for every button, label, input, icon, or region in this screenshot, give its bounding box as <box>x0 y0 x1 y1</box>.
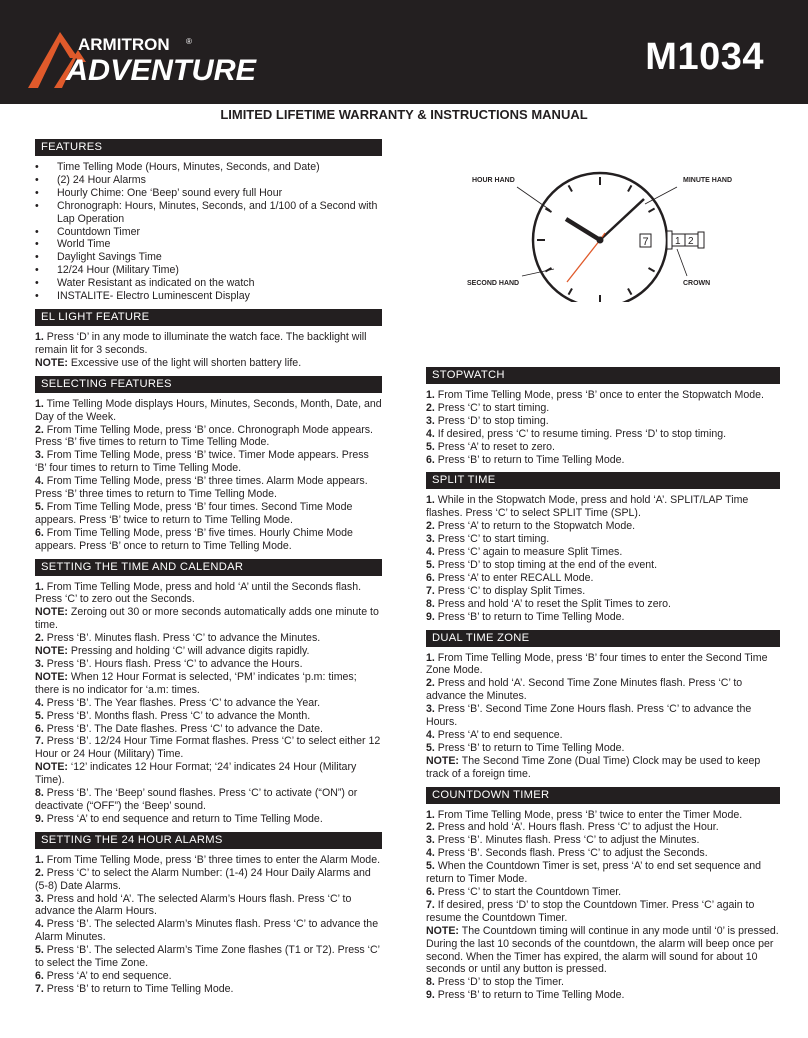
step-number: 6. <box>426 886 435 898</box>
step-number: 5. <box>35 709 44 722</box>
step-text: When 12 Hour Format is selected, ‘PM’ indicates ‘p.m: times; there is no indicator for ‘a.m: times. <box>35 670 357 696</box>
el-light-steps <box>35 331 382 370</box>
step-number: 5. <box>426 741 435 754</box>
step-line <box>35 723 382 736</box>
step-line <box>426 533 780 546</box>
step-text: Press ‘C’ again to measure Split Times. <box>434 546 623 559</box>
selecting-features-title: SELECTING FEATURES <box>35 376 382 393</box>
step-line <box>35 424 382 450</box>
step-line <box>35 331 382 357</box>
step-line <box>426 598 780 611</box>
note-line <box>35 761 382 787</box>
step-text: Press and hold ‘A’. The selected Alarm’s Hours flash. Press ‘C’ to advance the Alarm Hours. <box>35 892 352 918</box>
step-line <box>426 520 780 533</box>
second-hand <box>567 240 600 282</box>
stopwatch-section <box>426 367 780 466</box>
step-text: Press ‘A’ to end sequence. <box>43 969 172 982</box>
feature-item: • Chronograph: Hours, Minutes, Seconds, and 1/100 of a Second with Lap Operation <box>35 200 382 226</box>
step-number: 1. <box>426 808 435 821</box>
step-number: 3. <box>426 834 435 847</box>
crown-icon <box>667 231 704 249</box>
step-number: 7. <box>426 584 435 597</box>
step-line <box>35 697 382 710</box>
countdown-section <box>426 787 780 1003</box>
document-title: LIMITED LIFETIME WARRANTY & INSTRUCTIONS MANUAL <box>220 107 588 122</box>
el-light-section <box>35 309 382 370</box>
step-number: 3. <box>426 414 435 427</box>
step-number: 4. <box>35 475 44 488</box>
step-text: Pressing and holding ‘C’ will advance digits rapidly. <box>67 645 310 658</box>
step-number: 8. <box>35 787 44 800</box>
center-pin <box>597 237 604 244</box>
step-number: 6. <box>426 453 435 466</box>
step-text: While in the Stopwatch Mode, press and hold ‘A’. SPLIT/LAP Time flashes. Press ‘C’ to select SPLIT Time (SPL). <box>426 494 749 520</box>
step-text: From Time Telling Mode, press ‘B’ three times to enter the Alarm Mode. <box>43 853 381 866</box>
step-line <box>426 494 780 520</box>
step-text: Press ‘D’ to stop timing at the end of the event. <box>434 558 658 571</box>
step-number: 8. <box>426 976 435 989</box>
step-number: 9. <box>426 610 435 623</box>
note-line <box>35 606 382 632</box>
step-line <box>35 449 382 475</box>
step-text: Press ‘B’. Minutes flash. Press ‘C’ to advance the Minutes. <box>43 632 321 645</box>
step-text: Press ‘A’ to enter RECALL Mode. <box>434 571 594 584</box>
brand-top: ARMITRON <box>78 35 170 54</box>
note-label: NOTE: <box>35 670 68 683</box>
step-text: Press ‘A’ to reset to zero. <box>434 440 555 453</box>
step-line <box>35 867 382 893</box>
step-number: 2. <box>426 401 435 414</box>
step-number: 3. <box>426 533 435 546</box>
step-text: Zeroing out 30 or more seconds automatically adds one minute to time. <box>35 606 379 632</box>
step-text: Press ‘B’. Second Time Zone Hours flash. Press ‘C’ to advance the Hours. <box>426 703 752 729</box>
step-line <box>426 989 780 1002</box>
step-number: 1. <box>426 651 435 664</box>
step-text: From Time Telling Mode, press and hold ‘A’ until the Seconds flash. Press ‘C’ to zero out the Seconds. <box>35 580 362 606</box>
split-time-steps <box>426 494 780 623</box>
step-text: Press and hold ‘A’. Hours flash. Press ‘C’ to adjust the Hour. <box>434 821 719 834</box>
step-text: From Time Telling Mode, press ‘B’ once to enter the Stopwatch Mode. <box>434 389 764 401</box>
alarms-steps <box>35 854 382 996</box>
step-text: Press ‘B’. The selected Alarm’s Minutes flash. Press ‘C’ to advance the Alarm Minutes. <box>35 918 379 944</box>
step-text: Press ‘A’ to end sequence and return to Time Telling Mode. <box>43 812 323 825</box>
step-line <box>426 572 780 585</box>
step-line <box>35 527 382 553</box>
step-line <box>426 559 780 572</box>
step-line <box>426 677 780 703</box>
step-text: Press ‘D’ to stop timing. <box>434 414 549 427</box>
feature-item: • (2) 24 Hour Alarms <box>35 174 382 187</box>
step-text: Press ‘B’ to return to Time Telling Mode. <box>43 982 234 995</box>
step-line <box>426 585 780 598</box>
step-text: Press ‘B’. The selected Alarm’s Time Zone flashes (T1 or T2). Press ‘C’ to select the Time Zone. <box>35 944 380 970</box>
stopwatch-title: STOPWATCH <box>426 367 780 384</box>
step-text: From Time Telling Mode, press ‘B’ twice. Timer Mode appears. Press ‘B’ four times to return to Time Telling Mode. <box>35 449 369 475</box>
step-number: 6. <box>35 722 44 735</box>
step-text: Press ‘D’ to stop the Timer. <box>434 976 564 989</box>
step-number: 2. <box>35 423 44 436</box>
step-line <box>426 402 780 415</box>
step-number: 5. <box>35 500 44 513</box>
brand-bottom: ADVENTURE <box>64 54 257 87</box>
step-line <box>35 787 382 813</box>
step-number: 4. <box>35 696 44 709</box>
right-column <box>426 367 780 1008</box>
step-number: 9. <box>35 812 44 825</box>
note-label: NOTE: <box>426 924 459 937</box>
step-text: Press ‘B’. Minutes flash. Press ‘C’ to adjust the Minutes. <box>434 834 700 847</box>
step-text: Press ‘B’ to return to Time Telling Mode. <box>434 610 625 623</box>
step-number: 2. <box>426 821 435 834</box>
step-text: From Time Telling Mode, press ‘B’ five times. Hourly Chime Mode appears. Press ‘B’ once to return to Time Telling Mode. <box>35 526 353 552</box>
step-number: 4. <box>426 847 435 860</box>
step-text: Press ‘B’ to return to Time Telling Mode. <box>434 453 625 466</box>
step-line <box>426 834 780 847</box>
step-text: Press and hold ‘A’. Second Time Zone Minutes flash. Press ‘C’ to advance the Minutes. <box>426 677 743 703</box>
selecting-features-steps <box>35 398 382 553</box>
step-text: Press ‘A’ to end sequence. <box>434 728 563 741</box>
step-text: Press ‘D’ in any mode to illuminate the watch face. The backlight will remain lit for 3 seconds. <box>35 330 367 356</box>
step-number: 3. <box>35 892 44 905</box>
step-number: 6. <box>426 571 435 584</box>
step-text: Press ‘B’. Seconds flash. Press ‘C’ to adjust the Seconds. <box>434 847 708 860</box>
watch-diagram <box>462 152 762 302</box>
crown-position-1: 1 <box>675 236 681 247</box>
step-number: 2. <box>35 632 44 645</box>
step-number: 6. <box>35 969 44 982</box>
step-line <box>426 652 780 678</box>
step-line <box>35 944 382 970</box>
note-line <box>35 671 382 697</box>
step-text: Press ‘B’. The Date flashes. Press ‘C’ to advance the Date. <box>43 722 323 735</box>
setting-time-section <box>35 559 382 826</box>
minute-hand-label: MINUTE HAND <box>683 177 732 184</box>
armitron-adventure-logo <box>20 18 270 98</box>
feature-item: • INSTALITE- Electro Luminescent Display <box>35 290 382 303</box>
features-title: FEATURES <box>35 139 382 156</box>
date-value: 7 <box>642 236 649 248</box>
feature-item: • Countdown Timer <box>35 226 382 239</box>
step-text: Press ‘B’. The ‘Beep’ sound flashes. Press ‘C’ to activate (“ON”) or deactivate (“OFF”) the ‘Beep’ sound. <box>35 787 358 812</box>
split-time-title: SPLIT TIME <box>426 472 780 489</box>
note-line <box>426 925 780 977</box>
step-line <box>426 976 780 989</box>
step-number: 5. <box>426 860 435 873</box>
model-number: M1034 <box>645 36 764 78</box>
countdown-steps <box>426 809 780 1003</box>
features-list <box>35 161 382 303</box>
step-text: When the Countdown Timer is set, press ‘A’ to end set sequence and return to Timer Mode. <box>426 860 762 886</box>
step-number: 3. <box>35 449 44 462</box>
feature-item: • Hourly Chime: One ‘Beep’ sound every full Hour <box>35 187 382 200</box>
step-line <box>426 821 780 834</box>
note-line <box>35 357 382 370</box>
step-text: From Time Telling Mode, press ‘B’ four times to enter the Second Time Zone Mode. <box>426 651 768 677</box>
step-line <box>35 970 382 983</box>
hour-hand <box>566 219 600 240</box>
crown-position-2: 2 <box>688 236 694 247</box>
step-text: Press ‘B’ to return to Time Telling Mode. <box>434 989 625 1002</box>
feature-item: • World Time <box>35 238 382 251</box>
setting-time-title: SETTING THE TIME AND CALENDAR <box>35 559 382 576</box>
selecting-features-section <box>35 376 382 553</box>
step-line <box>426 847 780 860</box>
step-line <box>426 886 780 899</box>
step-number: 4. <box>426 427 435 440</box>
step-text: Press ‘B’ to return to Time Telling Mode. <box>434 741 625 754</box>
crown-label: CROWN <box>683 280 711 287</box>
step-number: 4. <box>35 918 44 931</box>
step-text: From Time Telling Mode, press ‘B’ three times. Alarm Mode appears. Press ‘B’ three times to return to Time Telling Mode. <box>35 475 368 501</box>
step-number: 5. <box>426 558 435 571</box>
step-line <box>35 632 382 645</box>
step-line <box>426 454 780 467</box>
left-column <box>35 139 382 1002</box>
step-line <box>426 899 780 925</box>
countdown-title: COUNTDOWN TIMER <box>426 787 780 804</box>
hour-hand-label: HOUR HAND <box>472 177 515 184</box>
step-number: 2. <box>426 677 435 690</box>
step-line <box>35 658 382 671</box>
step-number: 9. <box>426 989 435 1002</box>
step-text: Press ‘C’ to display Split Times. <box>434 584 586 597</box>
step-line <box>426 389 780 402</box>
step-number: 5. <box>35 944 44 957</box>
step-number: 5. <box>426 440 435 453</box>
features-section <box>35 139 382 303</box>
step-text: If desired, press ‘D’ to stop the Countdown Timer. Press ‘C’ again to resume the Countdown Timer. <box>426 898 755 924</box>
note-line <box>35 645 382 658</box>
step-line <box>426 703 780 729</box>
step-text: Press ‘C’ to start timing. <box>434 533 550 546</box>
step-number: 7. <box>35 735 44 748</box>
step-number: 1. <box>426 389 435 401</box>
note-label: NOTE: <box>35 645 68 658</box>
step-line <box>426 729 780 742</box>
step-text: From Time Telling Mode, press ‘B’ twice to enter the Timer Mode. <box>434 808 743 821</box>
step-line <box>426 611 780 624</box>
step-number: 1. <box>35 580 44 593</box>
el-light-title: EL LIGHT FEATURE <box>35 309 382 326</box>
step-line <box>35 475 382 501</box>
step-number: 6. <box>35 526 44 539</box>
step-text: Time Telling Mode displays Hours, Minutes, Seconds, Month, Date, and Day of the Week. <box>35 397 382 423</box>
step-number: 1. <box>35 853 44 866</box>
note-label: NOTE: <box>426 754 459 767</box>
second-hand-label: SECOND HAND <box>467 280 520 287</box>
note-label: NOTE: <box>35 356 68 369</box>
stopwatch-steps <box>426 389 780 466</box>
dual-time-steps <box>426 652 780 781</box>
step-line <box>35 854 382 867</box>
step-text: The Countdown timing will continue in any mode until ‘0’ is pressed. During the last 10 seconds of the countdown, the alarm will beep once per second. When the Timer has expired, the alarm will sound for about 10 seconds or until any button is pressed. <box>426 924 779 976</box>
step-number: 3. <box>426 703 435 716</box>
step-line <box>426 441 780 454</box>
step-number: 2. <box>426 520 435 533</box>
step-text: From Time Telling Mode, press ‘B’ four times. Second Time Mode appears. Press ‘B’ twice to return to Time Telling Mode. <box>35 500 353 526</box>
step-line <box>426 428 780 441</box>
step-number: 7. <box>35 982 44 995</box>
header-bar <box>0 0 808 104</box>
step-text: ‘12’ indicates 12 Hour Format; ‘24’ indicates 24 Hour (Military Time). <box>35 761 357 787</box>
step-text: Press ‘B’. The Year flashes. Press ‘C’ to advance the Year. <box>43 696 321 709</box>
step-line <box>35 983 382 996</box>
split-time-section <box>426 472 780 623</box>
step-line <box>35 710 382 723</box>
step-text: From Time Telling Mode, press ‘B’ once. Chronograph Mode appears. Press ‘B’ five times to return to Time Telling Mode. <box>35 423 373 449</box>
feature-item: • 12/24 Hour (Military Time) <box>35 264 382 277</box>
step-line <box>35 918 382 944</box>
step-number: 4. <box>426 728 435 741</box>
step-line <box>35 581 382 607</box>
step-number: 7. <box>426 898 435 911</box>
step-text: Press ‘C’ to select the Alarm Number: (1-4) 24 Hour Daily Alarms and (5-8) Date Alarms. <box>35 866 371 892</box>
step-text: Press ‘B’. Months flash. Press ‘C’ to advance the Month. <box>43 709 311 722</box>
step-number: 8. <box>426 597 435 610</box>
step-line <box>426 546 780 559</box>
step-text: Press ‘B’. 12/24 Hour Time Format flashes. Press ‘C’ to select either 12 Hour or 24 Hour (Military) Time. <box>35 735 381 761</box>
step-number: 1. <box>35 330 44 343</box>
step-line <box>426 415 780 428</box>
step-text: The Second Time Zone (Dual Time) Clock may be used to keep track of a foreign time. <box>426 754 761 780</box>
step-number: 1. <box>426 494 435 507</box>
brand-registered: ® <box>186 37 192 46</box>
alarms-title: SETTING THE 24 HOUR ALARMS <box>35 832 382 849</box>
step-text: Excessive use of the light will shorten battery life. <box>67 356 302 369</box>
step-line <box>426 860 780 886</box>
step-number: 2. <box>35 866 44 879</box>
step-line <box>426 809 780 822</box>
note-line <box>426 755 780 781</box>
step-text: If desired, press ‘C’ to resume timing. Press ‘D’ to stop timing. <box>434 427 727 440</box>
feature-item: • Daylight Savings Time <box>35 251 382 264</box>
step-line <box>35 813 382 826</box>
dual-time-section <box>426 630 780 781</box>
step-line <box>35 398 382 424</box>
step-line <box>35 893 382 919</box>
dual-time-title: DUAL TIME ZONE <box>426 630 780 647</box>
step-line <box>426 742 780 755</box>
step-line <box>35 501 382 527</box>
step-text: Press ‘C’ to start timing. <box>434 401 550 414</box>
feature-item: • Water Resistant as indicated on the watch <box>35 277 382 290</box>
step-line <box>35 735 382 761</box>
feature-item: • Time Telling Mode (Hours, Minutes, Seconds, and Date) <box>35 161 382 174</box>
note-label: NOTE: <box>35 761 68 774</box>
minute-hand <box>600 199 644 240</box>
step-number: 1. <box>35 397 44 410</box>
note-label: NOTE: <box>35 606 68 619</box>
step-number: 4. <box>426 546 435 559</box>
step-text: Press ‘C’ to start the Countdown Timer. <box>434 886 622 898</box>
alarms-section <box>35 832 382 996</box>
step-number: 3. <box>35 658 44 670</box>
step-text: Press ‘B’. Hours flash. Press ‘C’ to advance the Hours. <box>43 658 303 670</box>
step-text: Press ‘A’ to return to the Stopwatch Mode. <box>434 520 636 533</box>
step-text: Press and hold ‘A’ to reset the Split Times to zero. <box>434 597 671 610</box>
setting-time-steps <box>35 581 382 826</box>
